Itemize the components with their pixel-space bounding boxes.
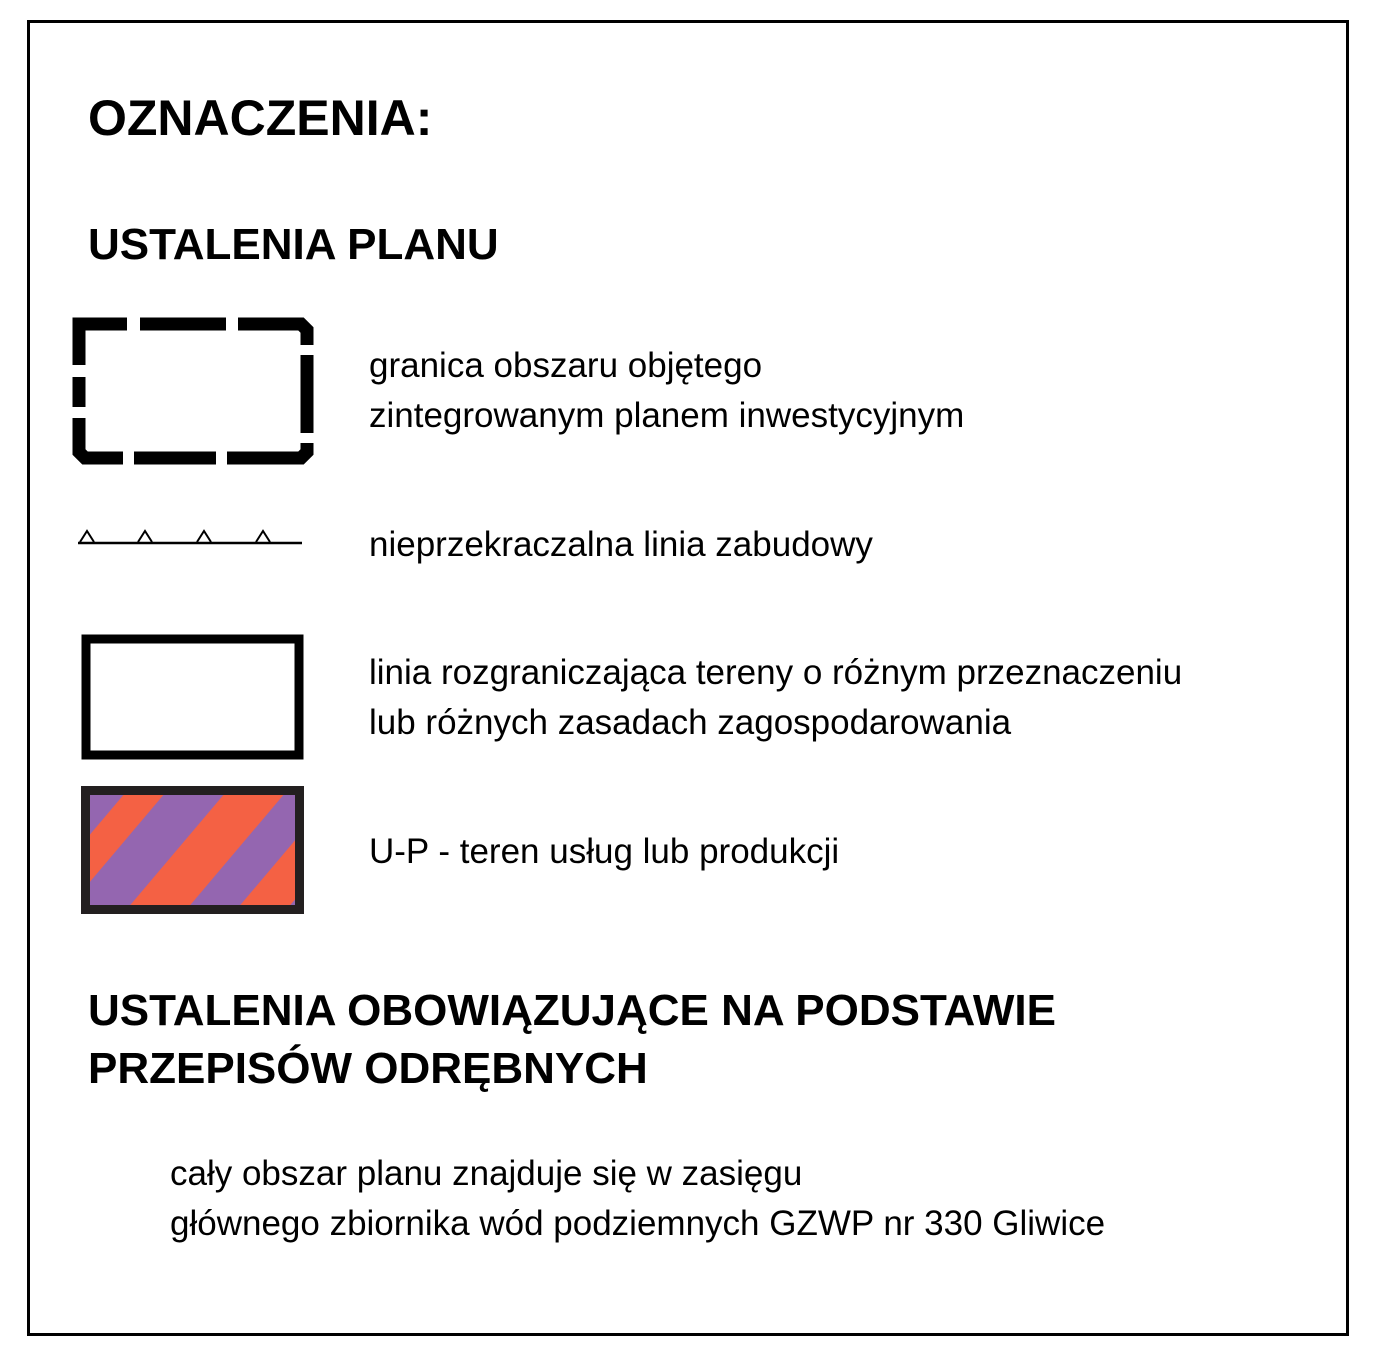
legend-item-up-text: [369, 827, 839, 877]
legend-item-demarcation-text: [369, 648, 1182, 748]
boundary-text-line-1: granica obszaru objętego: [369, 346, 763, 385]
up-zone-text: U-P - teren usług lub produkcji: [369, 832, 840, 871]
gzwp-note-line-1: cały obszar planu znajduje się w zasięgu: [170, 1154, 803, 1193]
dashed-boundary-icon: [70, 315, 316, 467]
building-line-icon: [76, 526, 304, 548]
boundary-text-line-2: zintegrowanym planem inwestycyjnym: [369, 396, 965, 435]
legend-item-boundary-text: [369, 341, 964, 441]
gzwp-note-line-2: głównego zbiornika wód podziemnych GZWP nr 330 Gliwice: [170, 1204, 1106, 1243]
legend-item-building-line-text: [369, 520, 873, 570]
section-other-heading: [88, 982, 1056, 1098]
section-plan-heading: USTALENIA PLANU: [88, 220, 499, 269]
section-other-heading-line-2: PRZEPISÓW ODRĘBNYCH: [88, 1044, 648, 1093]
demarcation-text-line-2: lub różnych zasadach zagospodarowania: [369, 703, 1012, 742]
section-other-heading-line-1: USTALENIA OBOWIĄZUJĄCE NA PODSTAWIE: [88, 986, 1056, 1035]
demarcation-line-icon: [81, 634, 304, 760]
building-line-text: nieprzekraczalna linia zabudowy: [369, 525, 873, 564]
gzwp-note: [170, 1149, 1105, 1249]
demarcation-text-line-1: linia rozgraniczająca tereny o różnym przeznaczeniu: [369, 653, 1183, 692]
up-zone-icon: [81, 786, 304, 914]
legend-title: OZNACZENIA:: [88, 90, 433, 146]
